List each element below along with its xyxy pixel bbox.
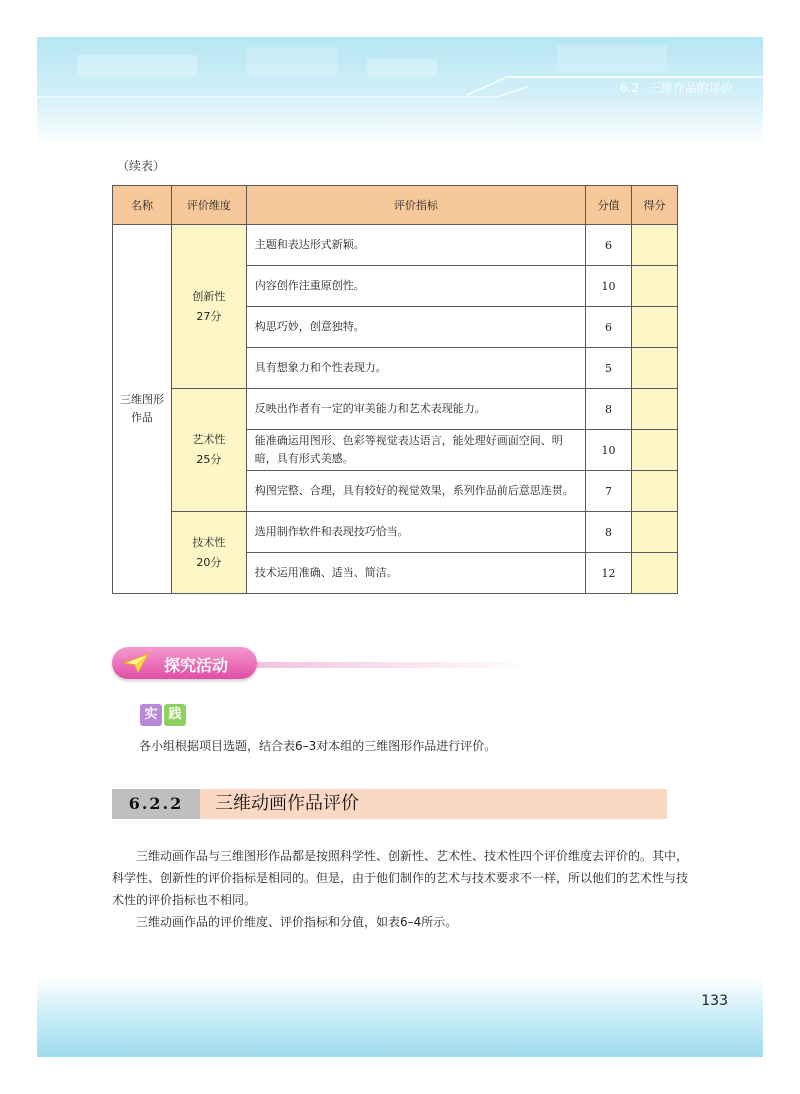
score-cell: 12 xyxy=(586,553,632,594)
got-cell[interactable] xyxy=(632,553,678,594)
indicator-cell: 反映出作者有一定的审美能力和艺术表现能力。 xyxy=(246,389,585,430)
table-row xyxy=(113,225,678,266)
got-cell[interactable] xyxy=(632,348,678,389)
got-cell[interactable] xyxy=(632,389,678,430)
section-heading xyxy=(112,789,667,819)
indicator-cell: 能准确运用图形、色彩等视觉表达语言，能处理好画面空间、明暗，具有形式美感。 xyxy=(246,430,585,471)
body-text xyxy=(112,845,690,933)
indicator-cell: 构图完整、合理，具有较好的视觉效果，系列作品前后意思连贯。 xyxy=(246,471,585,512)
dimension-label: 创新性 xyxy=(192,289,226,303)
dimension-points: 20分 xyxy=(196,555,222,569)
score-cell: 8 xyxy=(586,389,632,430)
score-cell: 6 xyxy=(586,225,632,266)
activity-task: 各小组根据项目选题，结合表6–3对本组的三维图形作品进行评价。 xyxy=(139,739,497,753)
dimension-cell xyxy=(171,225,246,389)
indicator-cell: 内容创作注重原创性。 xyxy=(246,266,585,307)
header-got: 得分 xyxy=(632,186,678,225)
activity-pill xyxy=(112,647,257,679)
page-number: 133 xyxy=(701,993,728,1009)
practice-label xyxy=(140,703,188,725)
paper-plane-icon xyxy=(122,651,150,675)
continued-label: （续表） xyxy=(117,159,166,173)
got-cell[interactable] xyxy=(632,471,678,512)
dimension-cell xyxy=(171,512,246,594)
section-heading-title: 三维动画作品评价 xyxy=(215,793,359,814)
got-cell[interactable] xyxy=(632,266,678,307)
section-title: 三维作品的评价 xyxy=(648,81,733,95)
dimension-points: 25分 xyxy=(196,453,222,466)
indicator-cell: 主题和表达形式新颖。 xyxy=(246,225,585,266)
header-name: 名称 xyxy=(113,186,172,225)
table-row xyxy=(113,389,678,430)
got-cell[interactable] xyxy=(632,307,678,348)
score-cell: 7 xyxy=(586,471,632,512)
indicator-cell: 技术运用准确、适当、简洁。 xyxy=(246,553,585,594)
score-cell: 5 xyxy=(586,348,632,389)
got-cell[interactable] xyxy=(632,225,678,266)
score-cell: 6 xyxy=(586,307,632,348)
dimension-points: 27分 xyxy=(196,309,222,323)
practice-char-1: 实 xyxy=(140,704,162,726)
indicator-cell: 具有想象力和个性表现力。 xyxy=(246,348,585,389)
score-cell: 8 xyxy=(586,512,632,553)
running-header xyxy=(610,79,733,96)
work-name: 三维图形作品 xyxy=(113,225,172,594)
score-cell: 10 xyxy=(586,430,632,471)
header-banner xyxy=(37,37,763,145)
indicator-cell: 选用制作软件和表现技巧恰当。 xyxy=(246,512,585,553)
table-header-row xyxy=(113,186,678,225)
dimension-label: 艺术性 xyxy=(192,433,226,446)
got-cell[interactable] xyxy=(632,430,678,471)
score-cell: 10 xyxy=(586,266,632,307)
dimension-cell xyxy=(171,389,246,512)
textbook-page xyxy=(37,37,763,1057)
activity-badge xyxy=(112,643,532,683)
footer-banner xyxy=(37,977,763,1057)
header-indicator: 评价指标 xyxy=(246,186,585,225)
activity-title: 探究活动 xyxy=(164,656,229,675)
section-heading-number: 6.2.2 xyxy=(112,789,200,819)
header-score: 分值 xyxy=(586,186,632,225)
dimension-label: 技术性 xyxy=(192,535,226,549)
paragraph: 三维动画作品的评价维度、评价指标和分值，如表6–4所示。 xyxy=(136,915,458,929)
header-dimension: 评价维度 xyxy=(171,186,246,225)
practice-char-2: 践 xyxy=(164,704,186,726)
evaluation-table xyxy=(112,185,678,594)
section-number: 6.2 xyxy=(619,81,639,95)
indicator-cell: 构思巧妙，创意独特。 xyxy=(246,307,585,348)
table-row xyxy=(113,512,678,553)
paragraph: 三维动画作品与三维图形作品都是按照科学性、创新性、艺术性、技术性四个评价维度去评价的。其中，科学性、创新性的评价指标是相同的。但是，由于他们制作的艺术与技术要求不一样，所以他们的艺术性与技术性的评价指标也不相同。 xyxy=(112,849,689,907)
got-cell[interactable] xyxy=(632,512,678,553)
